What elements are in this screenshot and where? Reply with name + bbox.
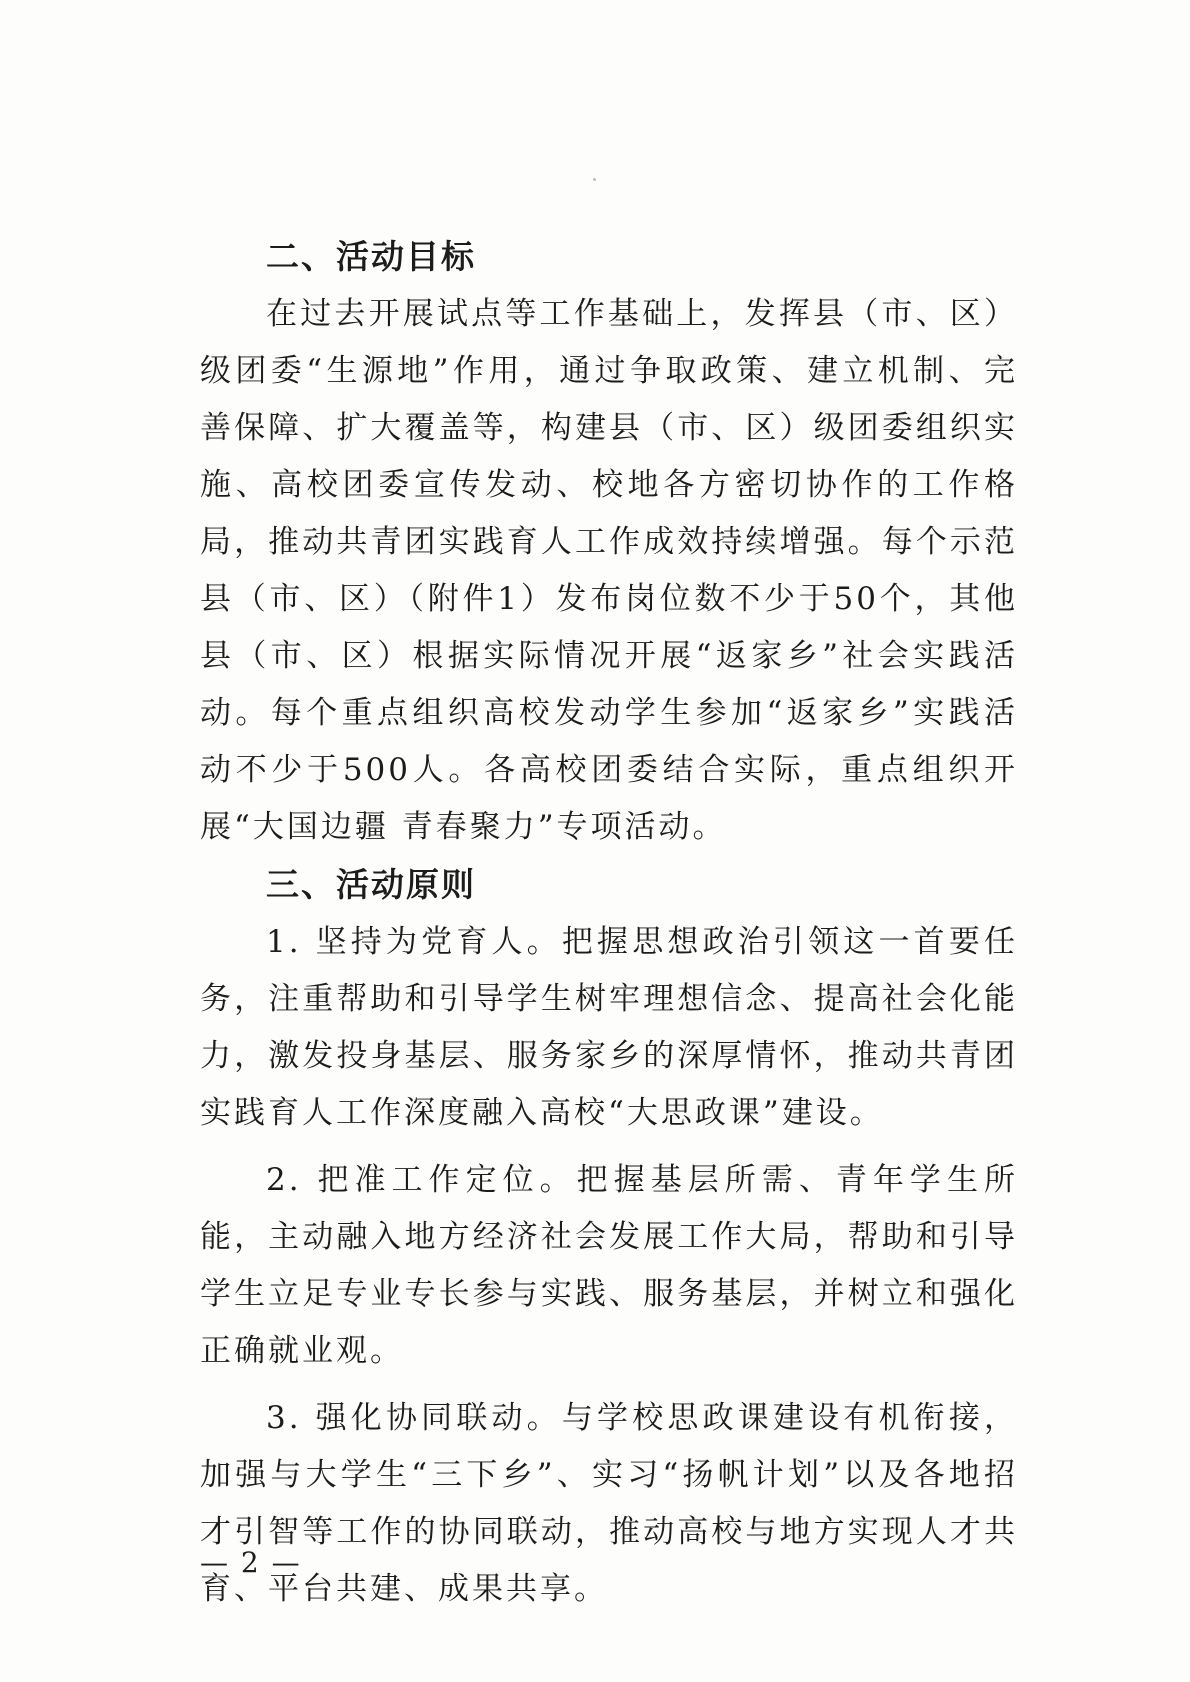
goals-paragraph: 在过去开展试点等工作基础上，发挥县（市、区）级团委“生源地”作用，通过争取政策、建立机制、完善保障、扩大覆盖等，构建县（市、区）级团委组织实施、高校团委宣传发动、校地各方密切协作的工作格局，推动共青团实践育人工作成效持续增强。每个示范县（市、区）（附件1）发布岗位数不少于50个，其他县（市、区）根据实际情况开展“返家乡”社会实践活动。每个重点组织高校发动学生参加“返家乡”实践活动不少于500人。各高校团委结合实际，重点组织开展“大国边疆 青春聚力”专项活动。	[200, 296, 1018, 845]
principle-1-paragraph: 1. 坚持为党育人。把握思想政治引领这一首要任务，注重帮助和引导学生树牢理想信念、提高社会化能力，激发投身基层、服务家乡的深厚情怀，推动共青团实践育人工作深度融入高校“大思政课”建设。	[200, 924, 1018, 1131]
page-number: — 2 —	[200, 1546, 302, 1579]
section-heading-goals: 二、活动目标	[266, 237, 476, 276]
principle-2-paragraph: 2. 把准工作定位。把握基层所需、青年学生所能，主动融入地方经济社会发展工作大局，帮助和引导学生立足专业专长参与实践、服务基层，并树立和强化正确就业观。	[200, 1162, 1018, 1369]
principle-3-paragraph: 3. 强化协同联动。与学校思政课建设有机衔接，加强与大学生“三下乡”、实习“扬帆计划”以及各地招才引智等工作的协同联动，推动高校与地方实现人才共育、平台共建、成果共享。	[200, 1400, 1018, 1607]
scan-speck	[593, 178, 596, 181]
section-heading-principles: 三、活动原则	[266, 865, 476, 904]
document-body	[200, 228, 1018, 1618]
